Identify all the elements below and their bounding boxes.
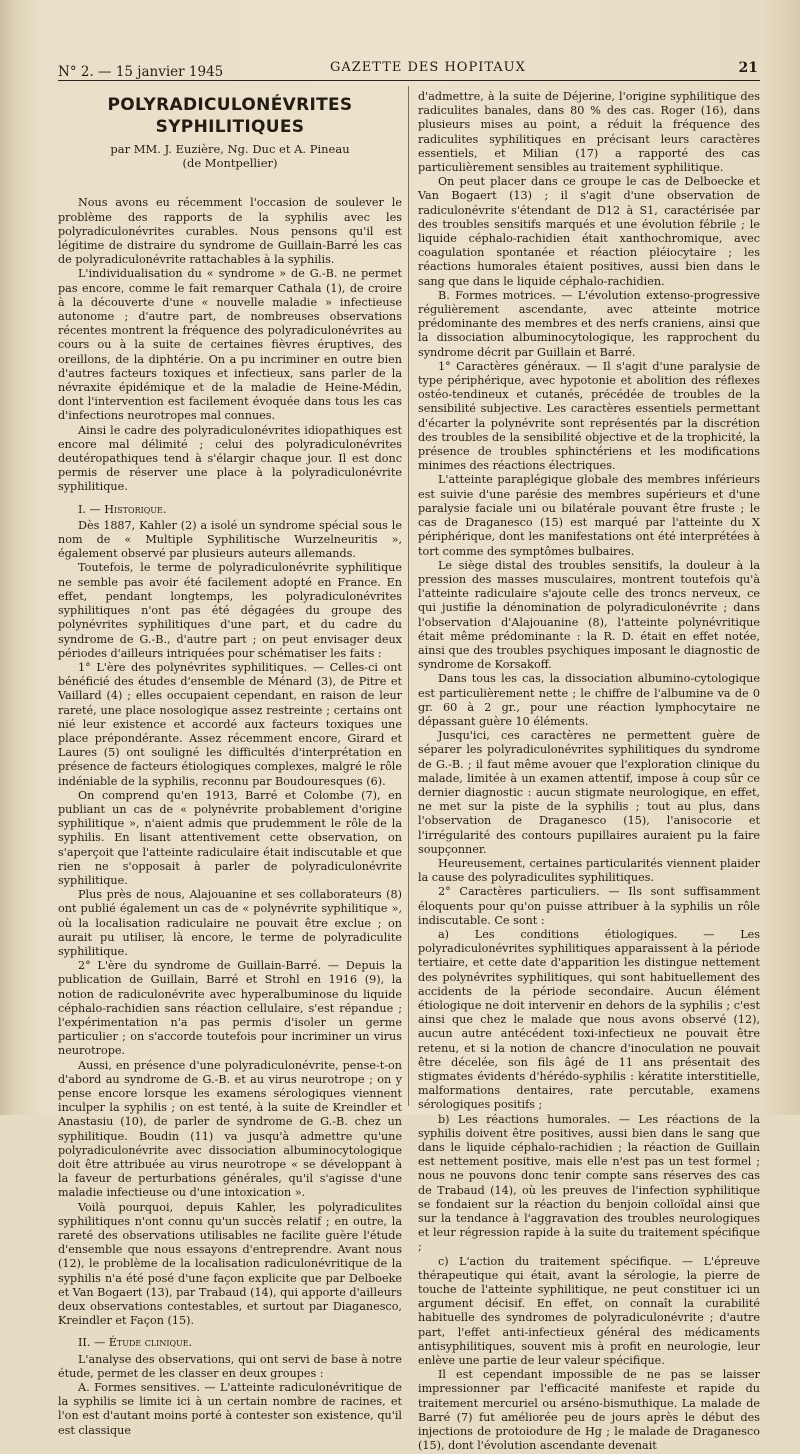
paragraph: c) L'action du traitement spécifique. — L'épreuve thérapeutique qui était, avant la sérologie, la pierre de touche de l'atteinte syphilitique, ne peut constituer ici un argument décisif. En effet, on connaît la curabilité habituelle des syndromes de polyradiculonévrite ; d'autre part, l'effet anti-infectieux général des médicaments antisyphilitiques, souvent mis à profit en neurologie, leur enlève une partie de leur valeur spécifique. bbox=[418, 1254, 760, 1368]
paragraph: 1° L'ère des polynévrites syphilitiques. — Celles-ci ont bénéficié des études d'ensemble de Ménard (3), de Pitre et Vaillard (4) ; elles occupaient cependant, en raison de leur rareté, une place nosologique assez restreinte ; certains ont nié leur existence et accordé aux facteurs toxiques une place prépondérante. Assez récemment encore, Girard et Laures (5) ont souligné les difficultés d'interprétation en présence de facteurs étiologiques complexes, malgré le rôle indéniable de la syphilis, reconnu par Boudouresques (6). bbox=[58, 660, 402, 788]
article-title: POLYRADICULONÉVRITES SYPHILITIQUES bbox=[107, 95, 353, 137]
paragraph: L'analyse des observations, qui ont servi de base à notre étude, permet de les classer en deux groupes : bbox=[58, 1352, 402, 1380]
paragraph: Dans tous les cas, la dissociation albumino-cytologique est particulièrement nette ; le chiffre de l'albumine va de 0 gr. 60 à 2 gr., pour une réaction lymphocytaire ne dépassant guère 10 éléments. bbox=[418, 672, 760, 728]
right-column bbox=[418, 90, 760, 1454]
paragraph: Voilà pourquoi, depuis Kahler, les polyradiculites syphilitiques n'ont connu qu'un succès relatif ; en outre, la rareté des observations utilisables ne facilite guère l'étude d'ensemble que nous essayons d'entreprendre. Avant nous (12), le problème de la localisation radiculonévritique de la syphilis n'a été posé d'une façon explicite que par Delboeke et Van Bogaert (13), par Trabaud (14), qui apporte d'ailleurs deux observations contestables, et surtout par Diaganesco, Kreindler et Façon (15). bbox=[58, 1200, 402, 1328]
paragraph: L'individualisation du « syndrome » de G.-B. ne permet pas encore, comme le fait remarquer Cathala (1), de croire à la découverte d'une « nouvelle maladie » infectieuse autonome ; d'autre part, de nombreuses observations récentes montrent la fréquence des polyradiculonévrites au cours ou à la suite de certaines fièvres éruptives, des oreillons, de la diphtérie. On a pu incriminer en outre bien d'autres facteurs toxiques et infectieux, sans parler de la névraxite épidémique et de la maladie de Heine-Médin, dont l'intervention est facilement évoquée dans tous les cas d'infections neurotropes mal connues. bbox=[58, 267, 402, 423]
paragraph: Le siège distal des troubles sensitifs, la douleur à la pression des masses musculaires, montrent toutefois qu'à l'atteinte radiculaire s'ajoute celle des troncs nerveux, ce qui justifie la dénomination de polyradiculonévrite ; dans l'observation d'Alajouanine (8), l'atteinte polynévritique était même prédominante : la R. D. était en effet notée, ainsi que des troubles psychiques imposant le diagnostic de syndrome de Korsakoff. bbox=[418, 558, 760, 672]
paragraph: Ainsi le cadre des polyradiculonévrites idiopathiques est encore mal délimité ; celui des polyradiculonévrites deutéropathiques tend à s'élargir chaque jour. Il est donc permis de réserver une place à la polyradiculonévrite syphilitique. bbox=[58, 423, 402, 494]
paragraph: B. Formes motrices. — L'évolution extenso-progressive régulièrement ascendante, avec atteinte motrice prédominante des membres et des nerfs craniens, ainsi que la dissociation albuminocytologique, les rapprochent du syndrome décrit par Guillain et Barré. bbox=[418, 288, 760, 359]
journal-title: GAZETTE DES HOPITAUX bbox=[330, 60, 526, 75]
paragraph: Jusqu'ici, ces caractères ne permettent guère de séparer les polyradiculonévrites syphilitiques du syndrome de G.-B. ; il faut même avouer que l'exploration clinique du malade, limitée à un examen attentif, impose à coup sûr ce dernier diagnostic : aucun stigmate neurologique, en effet, ne met sur la piste de la syphilis ; tout au plus, dans l'observation de Draganesco (15), l'anisocorie et l'irrégularité des contours pupillaires auraient pu la faire soupçonner. bbox=[418, 729, 760, 856]
paragraph: On peut placer dans ce groupe le cas de Delboecke et Van Bogaert (13) ; il s'agit d'une observation de radiculonévrite s'étendant de D12 à S1, caractérisée par des troubles sensitifs marqués et une évolution fébrile ; le liquide céphalo-rachidien était xanthochromique, avec coagulation spontanée et réaction pléiocytaire ; les réactions humorales étaient positives, aussi bien dans le sang que dans le liquide céphalo-rachidien. bbox=[418, 175, 760, 288]
paragraph: b) Les réactions humorales. — Les réactions de la syphilis doivent être positives, aussi bien dans le sang que dans le liquide céphalo-rachidien ; la réaction de Guillain est nettement positive, mais elle n'est pas un test formel ; nous ne pouvons donc tenir compte sans réserves des cas de Trabaud (14), où les preuves de l'infection syphilitique se fondaient sur la réaction du benjoin colloïdal ainsi que sur la tendance à l'aggravation des troubles neurologiques et leur régression rapide à la suite du traitement spécifique ; bbox=[418, 1112, 760, 1254]
running-header bbox=[58, 58, 758, 80]
paragraph: Toutefois, le terme de polyradiculonévrite syphilitique ne semble pas avoir été facilement adopté en France. En effet, pendant longtemps, les polyradiculonévrites syphilitiques n'ont pas été dégagées du groupe des polynévrites syphilitiques d'une part, et du cadre du syndrome de G.-B., d'autre part ; on peut envisager deux périodes d'ailleurs intriquées pour schématiser les faits : bbox=[58, 561, 402, 660]
section-heading-historique: I. — Historique. bbox=[78, 502, 167, 516]
paragraph: L'atteinte paraplégique globale des membres inférieurs est suivie d'une parésie des membres supérieurs et d'une paralysie faciale uni ou bilatérale pouvant être fruste ; le cas de Draganesco (15) est marqué par l'atteinte du X périphérique, dont les manifestations ont été interprétées à tort comme des symptômes bulbaires. bbox=[418, 473, 760, 558]
article-affiliation: (de Montpellier) bbox=[182, 156, 278, 171]
paragraph: 2° Caractères particuliers. — Ils sont suffisamment éloquents pour qu'on puisse attribuer à la syphilis un rôle indiscutable. Ce sont : bbox=[418, 885, 760, 927]
paragraph: 2° L'ère du syndrome de Guillain-Barré. — Depuis la publication de Guillain, Barré et Strohl en 1916 (9), la notion de radiculonévrite avec hyperalbuminose du liquide céphalo-rachidien sans réaction cellulaire, s'est répandue ; l'expérimentation n'a pas permis d'isoler un germe particulier ; on s'accorde toutefois pour incriminer un virus neurotrope. bbox=[58, 959, 402, 1058]
section-heading-etude-clinique: II. — Étude clinique. bbox=[78, 1336, 193, 1350]
paragraph: Aussi, en présence d'une polyradiculonévrite, pense-t-on d'abord au syndrome de G.-B. et au virus neurotrope ; on y pense encore lorsque les examens sérologiques viennent inculper la syphilis ; on est tenté, à la suite de Kreindler et Anastasiu (10), de parler de syndrome de G.-B. chez un syphilitique. Boudin (11) va jusqu'à admettre qu'une polyradiculonévrite avec dissociation albuminocytologique doit être attribuée au virus neurotrope « se développant à la faveur de perturbations générales, qu'il s'agisse d'une maladie infectieuse ou d'une intoxication ». bbox=[58, 1058, 402, 1200]
issue-date: N° 2. — 15 janvier 1945 bbox=[58, 64, 224, 80]
paragraph: Plus près de nous, Alajouanine et ses collaborateurs (8) ont publié également un cas de « polynévrite syphilitique », où la localisation radiculaire ne pouvait être exclue ; on aurait pu utiliser, là encore, le terme de polyradiculite syphilitique. bbox=[58, 888, 402, 958]
article-authors: par MM. J. Euzière, Ng. Duc et A. Pineau bbox=[110, 142, 350, 156]
paragraph: d'admettre, à la suite de Déjerine, l'origine syphilitique des radiculites banales, dans 80 % des cas. Roger (16), dans plusieurs mises au point, a réduit la fréquence des radiculites syphilitiques en précisant leurs caractères essentiels, et Milian (17) a rapporté des cas particulièrement sensibles au traitement syphilitique. bbox=[418, 90, 760, 175]
paragraph: 1° Caractères généraux. — Il s'agit d'une paralysie de type périphérique, avec hypotonie et abolition des réflexes ostéo-tendineux et cutanés, précédée de troubles de la sensibilité subjective. Les caractères essentiels permettant d'écarter la polynévrite sont représentés par la discrétion des troubles de la sensibilité objective et de la trophicité, la présence de troubles sphinctériens et les modifications minimes des réactions électriques. bbox=[418, 359, 760, 473]
paragraph: Nous avons eu récemment l'occasion de soulever le problème des rapports de la syphilis avec les polyradiculonévrites curables. Nous pensons qu'il est légitime de distraire du syndrome de Guillain-Barré les cas de polyradiculonévrite rattachables à la syphilis. bbox=[58, 196, 402, 267]
left-column bbox=[58, 90, 402, 1438]
header-rule bbox=[58, 80, 760, 81]
column-divider bbox=[408, 86, 409, 1106]
paragraph: a) Les conditions étiologiques. — Les polyradiculonévrites syphilitiques apparaissent à la période tertiaire, et cette date d'apparition les distingue nettement des polynévrites syphilitiques, qui sont habituellement des accidents de la période secondaire. Aucun élément étiologique ne doit intervenir en dehors de la syphilis ; c'est ainsi que chez le malade que nous avons observé (12), aucun autre antécédent toxi-infectieux ne pouvait être retenu, et si la notion de chancre d'inoculation ne pouvait être décelée, son fils âgé de 11 ans présentait des stigmates évidents d'hérédo-syphilis : kératite interstitielle, malformations dentaires, rate percutable, examens sérologiques positifs ; bbox=[418, 927, 760, 1112]
paragraph: On comprend qu'en 1913, Barré et Colombe (7), en publiant un cas de « polynévrite probablement d'origine syphilitique », n'aient admis que prudemment le rôle de la syphilis. En lisant attentivement cette observation, on s'aperçoit que l'atteinte radiculaire était indiscutable et que rien ne s'opposait à parler de polyradiculonévrite syphilitique. bbox=[58, 788, 402, 887]
paragraph: Il est cependant impossible de ne pas se laisser impressionner par l'efficacité manifeste et rapide du traitement mercuriel ou arséno-bismuthique. La malade de Barré (7) fut améliorée peu de jours après le début des injections de protoiodure de Hg ; le malade de Draganesco (15), dont l'évolution ascendante devenait bbox=[418, 1368, 760, 1453]
paragraph: Heureusement, certaines particularités viennent plaider la cause des polyradiculites syphilitiques. bbox=[418, 856, 760, 885]
page-number: 21 bbox=[738, 60, 758, 76]
paragraph: Dès 1887, Kahler (2) a isolé un syndrome spécial sous le nom de « Multiple Syphilitische Wurzelneuritis », également observé par plusieurs auteurs allemands. bbox=[58, 518, 402, 561]
paragraph: A. Formes sensitives. — L'atteinte radiculonévritique de la syphilis se limite ici à un certain nombre de racines, et l'on est d'autant moins porté à contester son existence, qu'il est classique bbox=[58, 1381, 402, 1437]
